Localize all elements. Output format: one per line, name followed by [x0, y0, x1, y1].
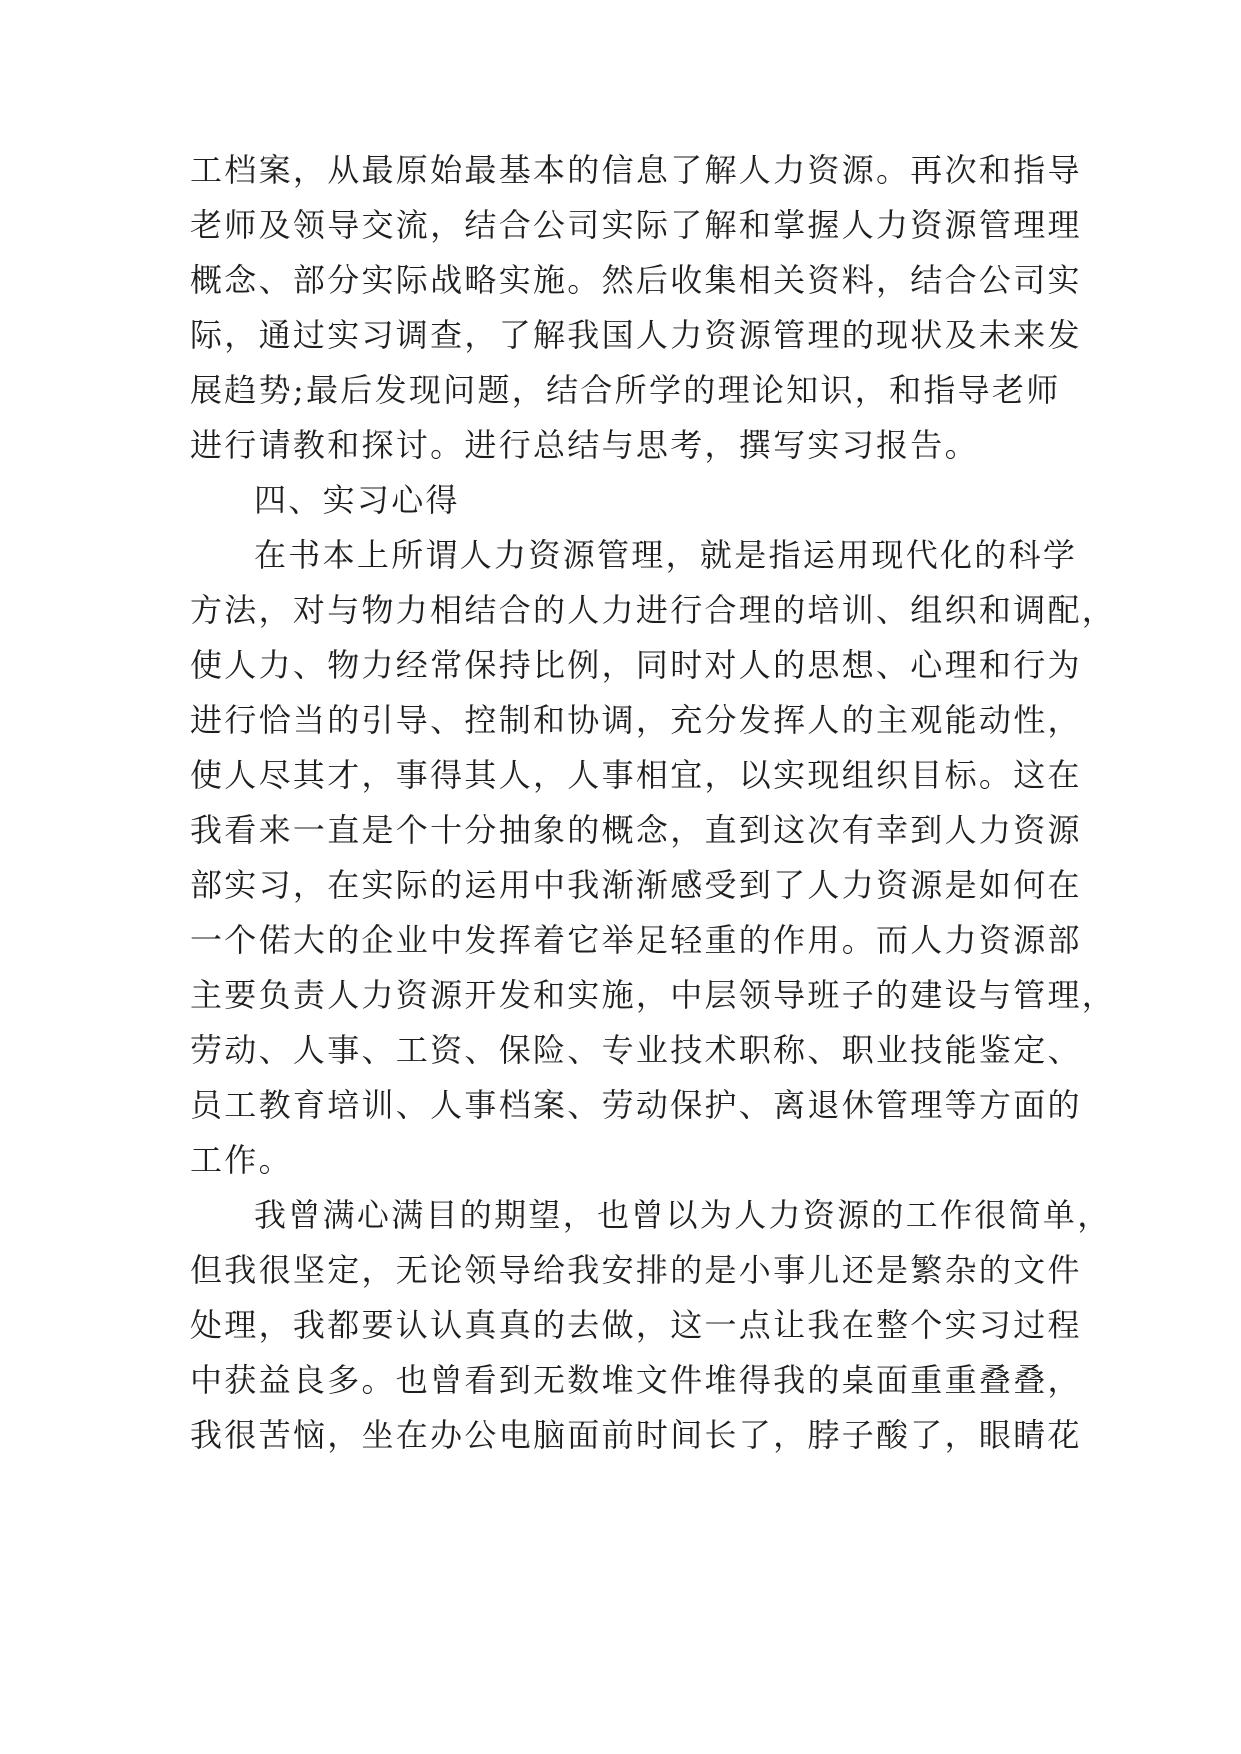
section-heading: 四、实习心得 — [254, 481, 460, 519]
body-text-line: 一个偌大的企业中发挥着它举足轻重的作用。而人力资源部 — [190, 921, 1082, 959]
body-text-line: 部实习，在实际的运用中我渐渐感受到了人力资源是如何在 — [190, 866, 1082, 904]
body-text-line: 际，通过实习调查，了解我国人力资源管理的现状及未来发 — [190, 316, 1082, 354]
body-text-line: 使人力、物力经常保持比例，同时对人的思想、心理和行为 — [190, 646, 1082, 684]
body-text-line: 老师及领导交流，结合公司实际了解和掌握人力资源管理理 — [190, 206, 1082, 244]
body-text-line: 工档案，从最原始最基本的信息了解人力资源。再次和指导 — [190, 151, 1082, 189]
body-text-line: 我曾满心满目的期望，也曾以为人力资源的工作很简单， — [254, 1196, 1112, 1234]
body-text-line: 概念、部分实际战略实施。然后收集相关资料，结合公司实 — [190, 261, 1082, 299]
body-text-line: 主要负责人力资源开发和实施，中层领导班子的建设与管理， — [190, 976, 1117, 1014]
body-text-line: 工作。 — [190, 1141, 293, 1179]
body-text-line: 处理，我都要认认真真的去做，这一点让我在整个实习过程 — [190, 1306, 1082, 1344]
body-text-line: 员工教育培训、人事档案、劳动保护、离退休管理等方面的 — [190, 1086, 1082, 1124]
body-text-line: 进行恰当的引导、控制和协调，充分发挥人的主观能动性， — [190, 701, 1082, 739]
body-text-line: 我很苦恼，坐在办公电脑面前时间长了，脖子酸了，眼睛花 — [190, 1416, 1082, 1454]
body-text-line: 展趋势;最后发现问题，结合所学的理论知识，和指导老师 — [190, 371, 1061, 409]
body-text-line: 但我很坚定，无论领导给我安排的是小事儿还是繁杂的文件 — [190, 1251, 1082, 1289]
body-text-line: 方法，对与物力相结合的人力进行合理的培训、组织和调配， — [190, 591, 1117, 629]
body-text-line: 劳动、人事、工资、保险、专业技术职称、职业技能鉴定、 — [190, 1031, 1082, 1069]
body-text-line: 中获益良多。也曾看到无数堆文件堆得我的桌面重重叠叠， — [190, 1361, 1082, 1399]
body-text-line: 在书本上所谓人力资源管理，就是指运用现代化的科学 — [254, 536, 1078, 574]
body-text-line: 使人尽其才，事得其人，人事相宜，以实现组织目标。这在 — [190, 756, 1082, 794]
body-text-line: 我看来一直是个十分抽象的概念，直到这次有幸到人力资源 — [190, 811, 1082, 849]
body-text-line: 进行请教和探讨。进行总结与思考，撰写实习报告。 — [190, 426, 979, 464]
